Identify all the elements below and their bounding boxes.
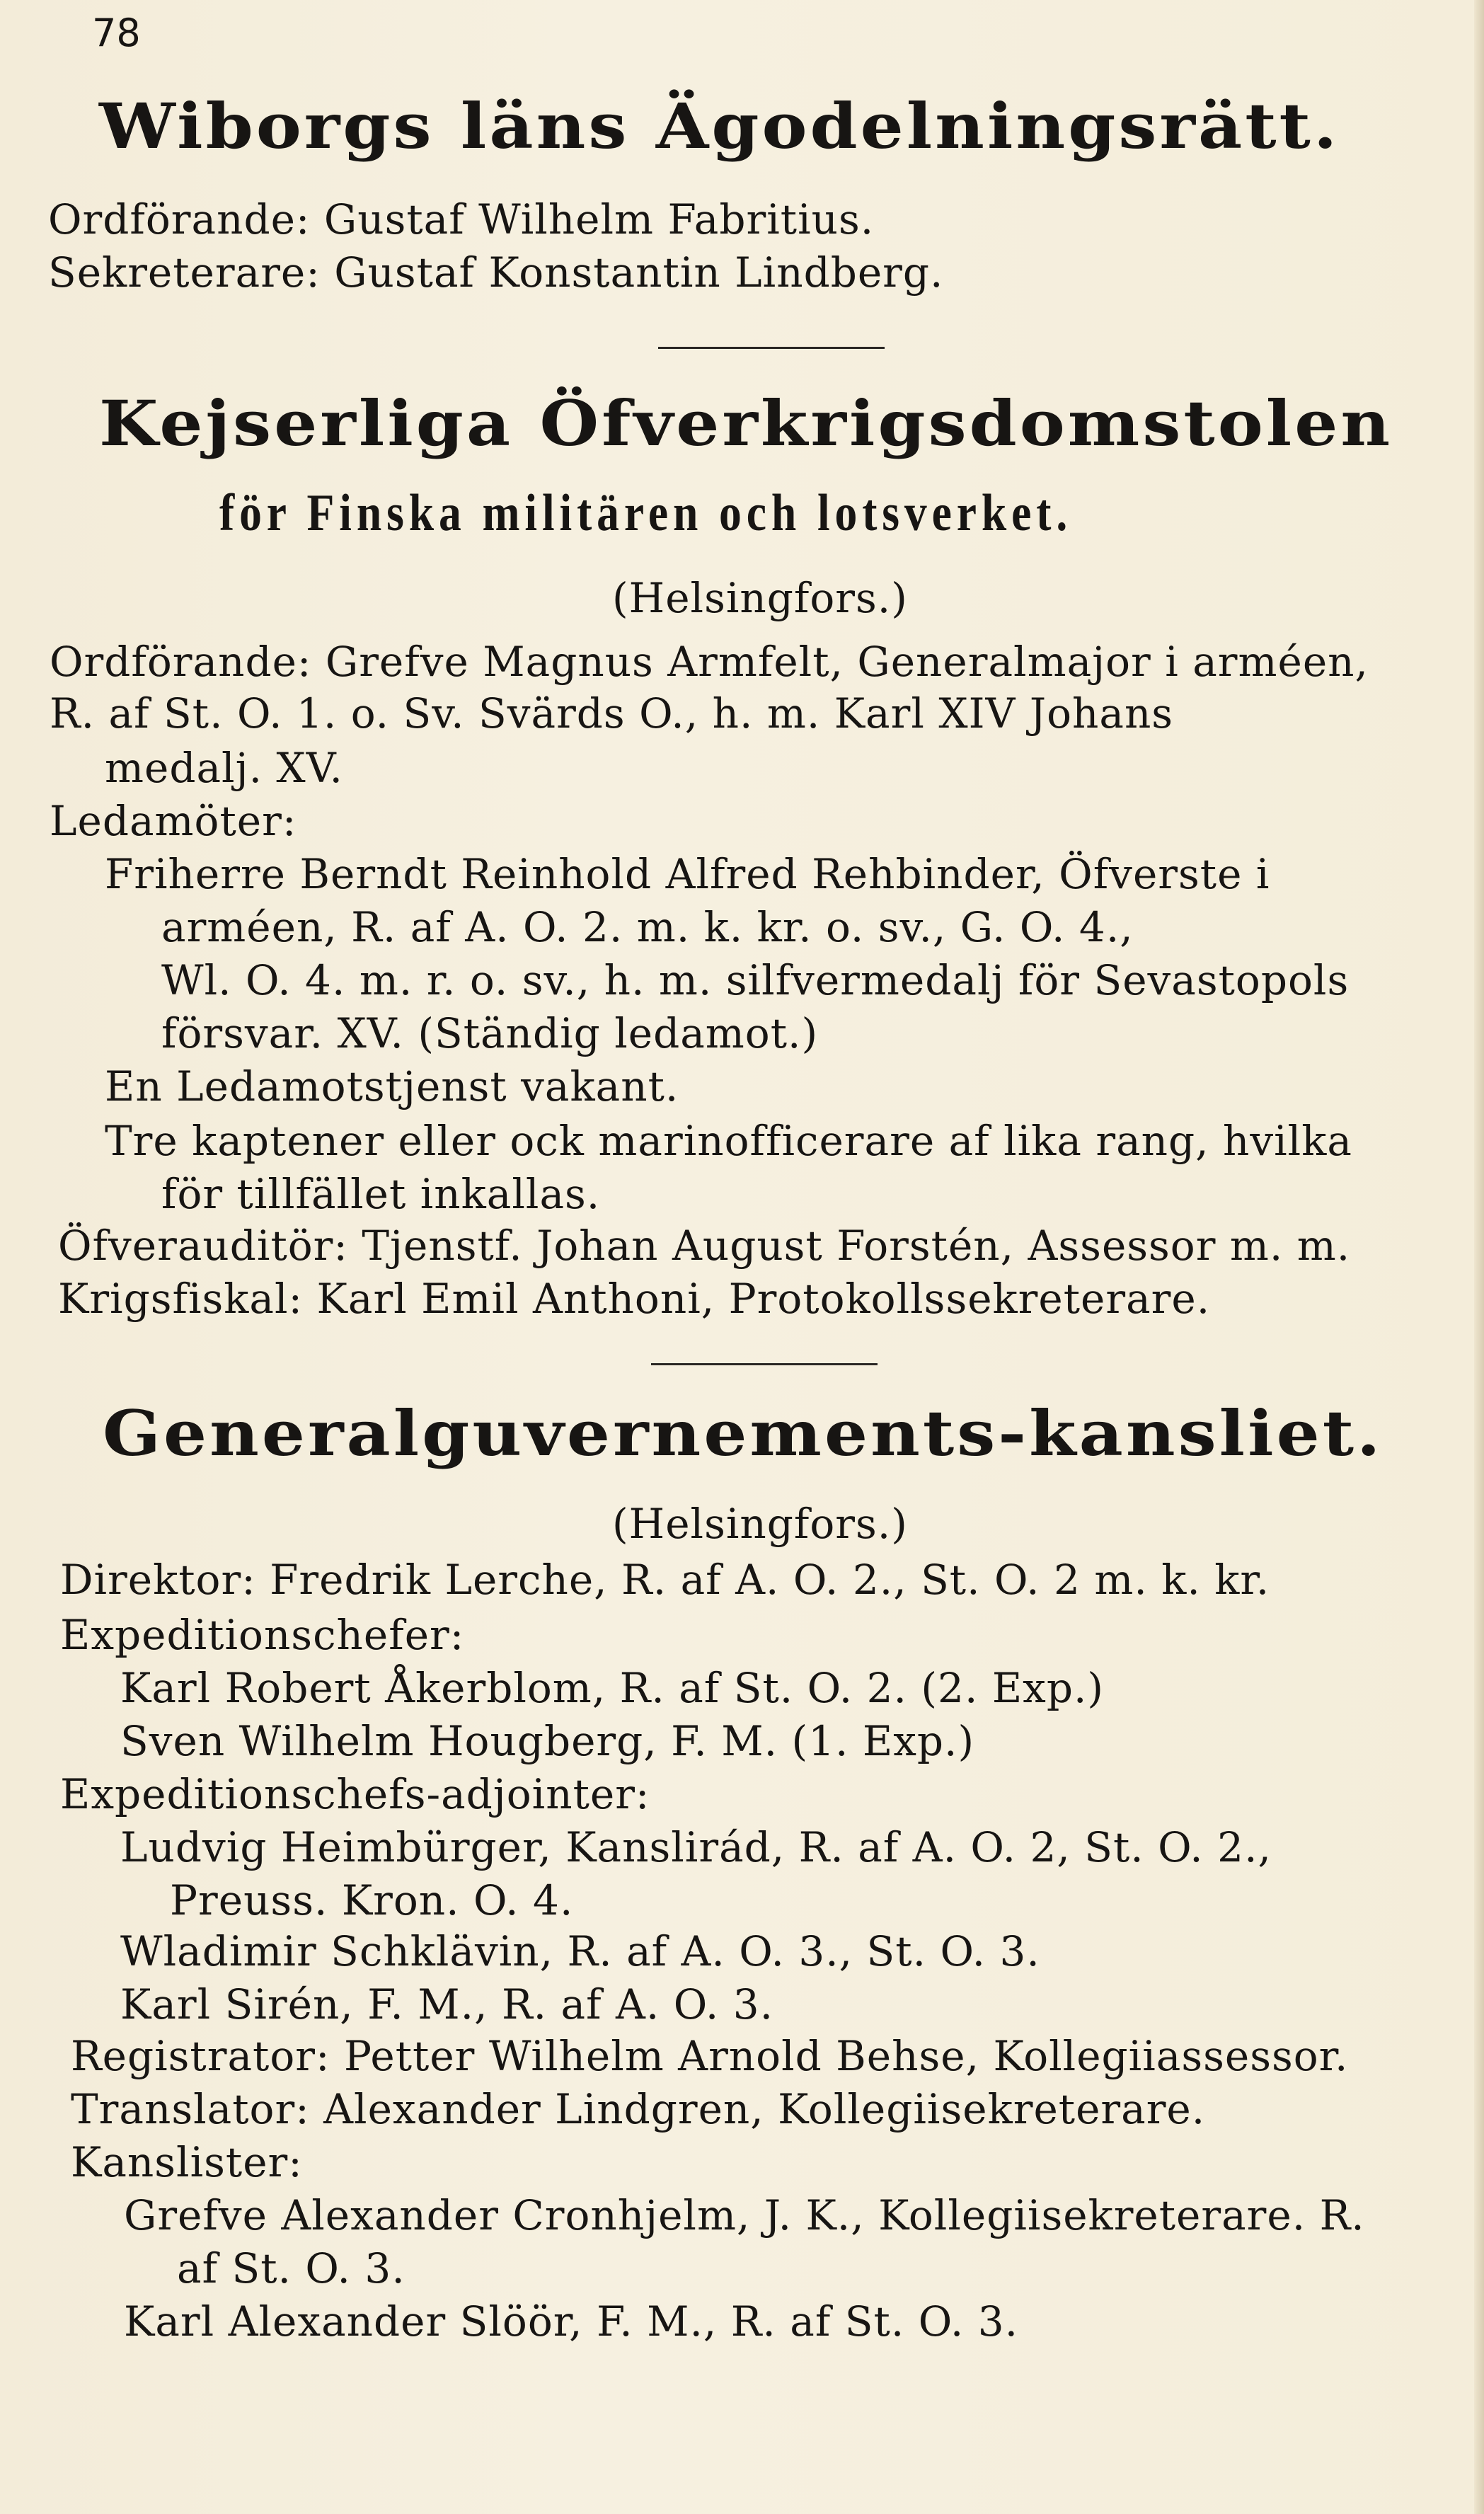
text-line: Karl Robert Åkerblom, R. af St. O. 2. (2. Exp.) bbox=[120, 1664, 1105, 1712]
text-line: Ordförande: Gustaf Wilhelm Fabritius. bbox=[48, 195, 875, 243]
text-line: för tillfället inkallas. bbox=[161, 1170, 601, 1218]
section-title-ofverkrigsdomstolen: Kejserliga Öfverkrigsdomstolen bbox=[99, 386, 1393, 461]
location-label: (Helsingfors.) bbox=[612, 574, 908, 622]
text-line: försvar. XV. (Ständig ledamot.) bbox=[161, 1009, 819, 1057]
text-line: Preuss. Kron. O. 4. bbox=[170, 1876, 574, 1924]
text-line: Ordförande: Grefve Magnus Armfelt, Generalmajor i arméen, bbox=[50, 638, 1369, 686]
text-line: Ludvig Heimbürger, Kanslirád, R. af A. O. 2, St. O. 2., bbox=[120, 1823, 1272, 1871]
text-line: Grefve Alexander Cronhjelm, J. K., Kollegiisekreterare. R. bbox=[124, 2191, 1365, 2239]
text-line: medalj. XV. bbox=[105, 744, 343, 792]
text-line: En Ledamotstjenst vakant. bbox=[105, 1062, 679, 1110]
text-line: Sekreterare: Gustaf Konstantin Lindberg. bbox=[48, 248, 944, 297]
section-divider bbox=[651, 1363, 878, 1365]
section-subtitle: för Finska militären och lotsverket. bbox=[219, 484, 1073, 542]
text-line: af St. O. 3. bbox=[177, 2244, 405, 2292]
page-number: 78 bbox=[92, 11, 141, 55]
text-line: Translator: Alexander Lindgren, Kollegiisekreterare. bbox=[71, 2085, 1206, 2133]
location-label: (Helsingfors.) bbox=[612, 1500, 908, 1548]
section-title-generalguvernements-kansliet: Generalguvernements-kansliet. bbox=[103, 1396, 1384, 1471]
text-line: Registrator: Petter Wilhelm Arnold Behse, Kollegiiassessor. bbox=[71, 2032, 1349, 2080]
text-line: arméen, R. af A. O. 2. m. k. kr. o. sv., G. O. 4., bbox=[161, 903, 1134, 951]
text-line: Karl Sirén, F. M., R. af A. O. 3. bbox=[120, 1980, 774, 2028]
text-line: Sven Wilhelm Hougberg, F. M. (1. Exp.) bbox=[120, 1717, 975, 1765]
text-line: Expeditionschefer: bbox=[60, 1611, 465, 1659]
text-line: Tre kaptener eller ock marinofficerare af lika rang, hvilka bbox=[105, 1117, 1352, 1165]
section-title-agodelningsratt: Wiborgs läns Ägodelningsrätt. bbox=[99, 89, 1340, 163]
text-line: Ledamöter: bbox=[50, 797, 297, 845]
text-line: R. af St. O. 1. o. Sv. Svärds O., h. m. Karl XIV Johans bbox=[50, 689, 1174, 737]
text-line: Friherre Berndt Reinhold Alfred Rehbinder, Öfverste i bbox=[105, 850, 1270, 898]
text-line: Expeditionschefs-adjointer: bbox=[60, 1770, 650, 1818]
text-line: Direktor: Fredrik Lerche, R. af A. O. 2., St. O. 2 m. k. kr. bbox=[60, 1556, 1270, 1604]
page-edge-shadow bbox=[1474, 0, 1484, 2514]
text-line: Öfverauditör: Tjenstf. Johan August Forstén, Assessor m. m. bbox=[58, 1222, 1351, 1270]
text-line: Wl. O. 4. m. r. o. sv., h. m. silfvermedalj för Sevastopols bbox=[161, 956, 1350, 1004]
section-divider bbox=[658, 347, 885, 349]
text-line: Krigsfiskal: Karl Emil Anthoni, Protokollssekreterare. bbox=[58, 1275, 1211, 1323]
text-line: Wladimir Schklävin, R. af A. O. 3., St. O. 3. bbox=[120, 1927, 1040, 1975]
text-line: Karl Alexander Slöör, F. M., R. af St. O. 3. bbox=[124, 2297, 1019, 2346]
text-line: Kanslister: bbox=[71, 2138, 303, 2186]
